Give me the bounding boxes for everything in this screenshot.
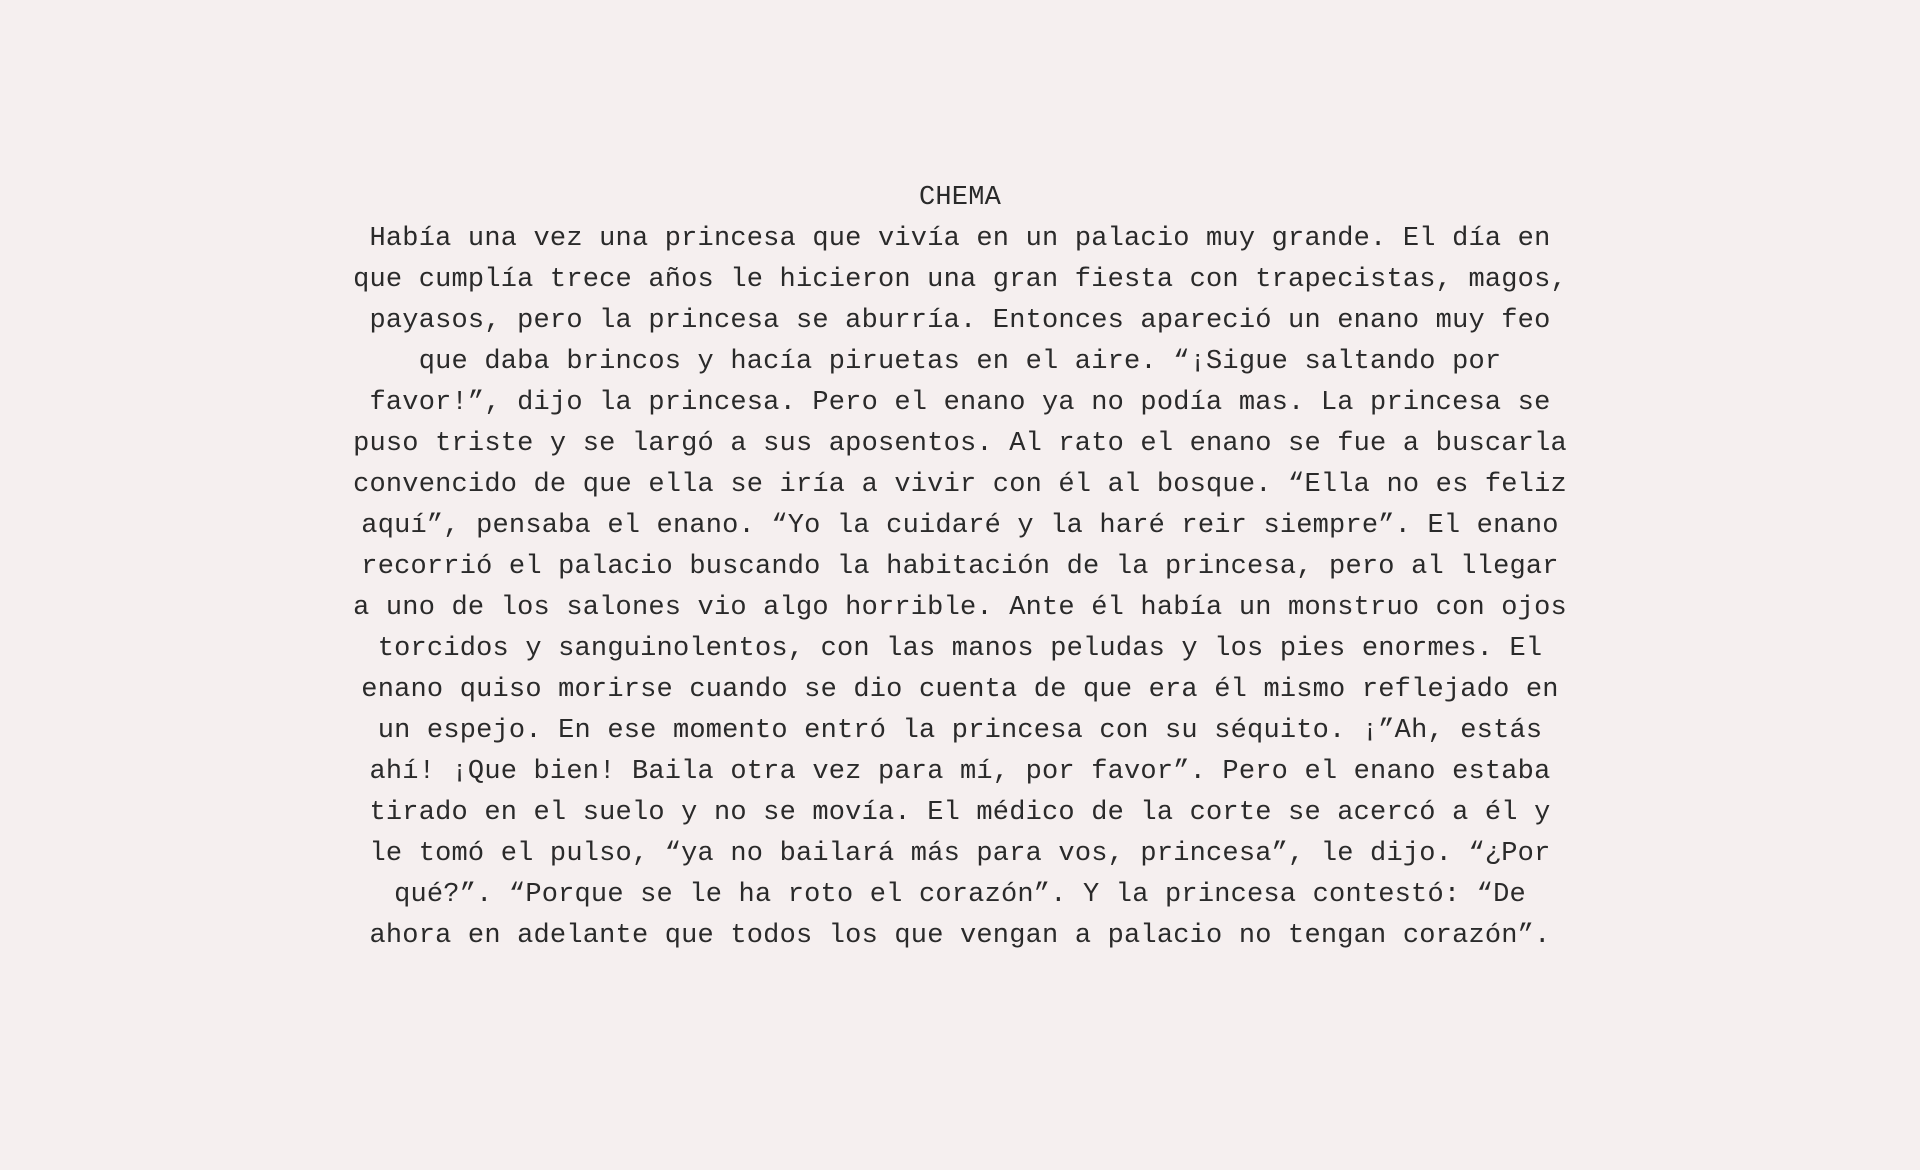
text-line: un espejo. En ese momento entró la princesa con su séquito. ¡”Ah, estás xyxy=(377,716,1543,746)
text-line: que daba brincos y hacía piruetas en el aire. “¡Sigue saltando por xyxy=(418,347,1502,377)
text-line: ahora en adelante que todos los que vengan a palacio no tengan corazón”. xyxy=(369,921,1551,951)
text-line: tirado en el suelo y no se movía. El médico de la corte se acercó a él y xyxy=(369,798,1551,828)
text-line: que cumplía trece años le hicieron una gran fiesta con trapecistas, magos, xyxy=(353,265,1567,295)
text-line: recorrió el palacio buscando la habitación de la princesa, pero al llegar xyxy=(361,552,1559,582)
text-line: convencido de que ella se iría a vivir con él al bosque. “Ella no es feliz xyxy=(353,470,1567,500)
text-line: a uno de los salones vio algo horrible. Ante él había un monstruo con ojos xyxy=(353,593,1567,623)
text-line: payasos, pero la princesa se aburría. Entonces apareció un enano muy feo xyxy=(369,306,1551,336)
text-line: favor!”, dijo la princesa. Pero el enano ya no podía mas. La princesa se xyxy=(369,388,1551,418)
text-line: qué?”. “Porque se le ha roto el corazón”. Y la princesa contestó: “De xyxy=(394,880,1526,910)
document-title: CHEMA xyxy=(918,183,1001,213)
text-line: aquí”, pensaba el enano. “Yo la cuidaré y la haré reir siempre”. El enano xyxy=(361,511,1559,541)
story-text xyxy=(340,178,1580,957)
text-line: Había una vez una princesa que vivía en un palacio muy grande. El día en xyxy=(369,224,1551,254)
text-line: le tomó el pulso, “ya no bailará más para vos, princesa”, le dijo. “¿Por xyxy=(369,839,1551,869)
text-line: ahí! ¡Que bien! Baila otra vez para mí, por favor”. Pero el enano estaba xyxy=(369,757,1551,787)
text-line: torcidos y sanguinolentos, con las manos peludas y los pies enormes. El xyxy=(377,634,1543,664)
text-line: puso triste y se largó a sus aposentos. Al rato el enano se fue a buscarla xyxy=(353,429,1567,459)
text-line: enano quiso morirse cuando se dio cuenta de que era él mismo reflejado en xyxy=(361,675,1559,705)
